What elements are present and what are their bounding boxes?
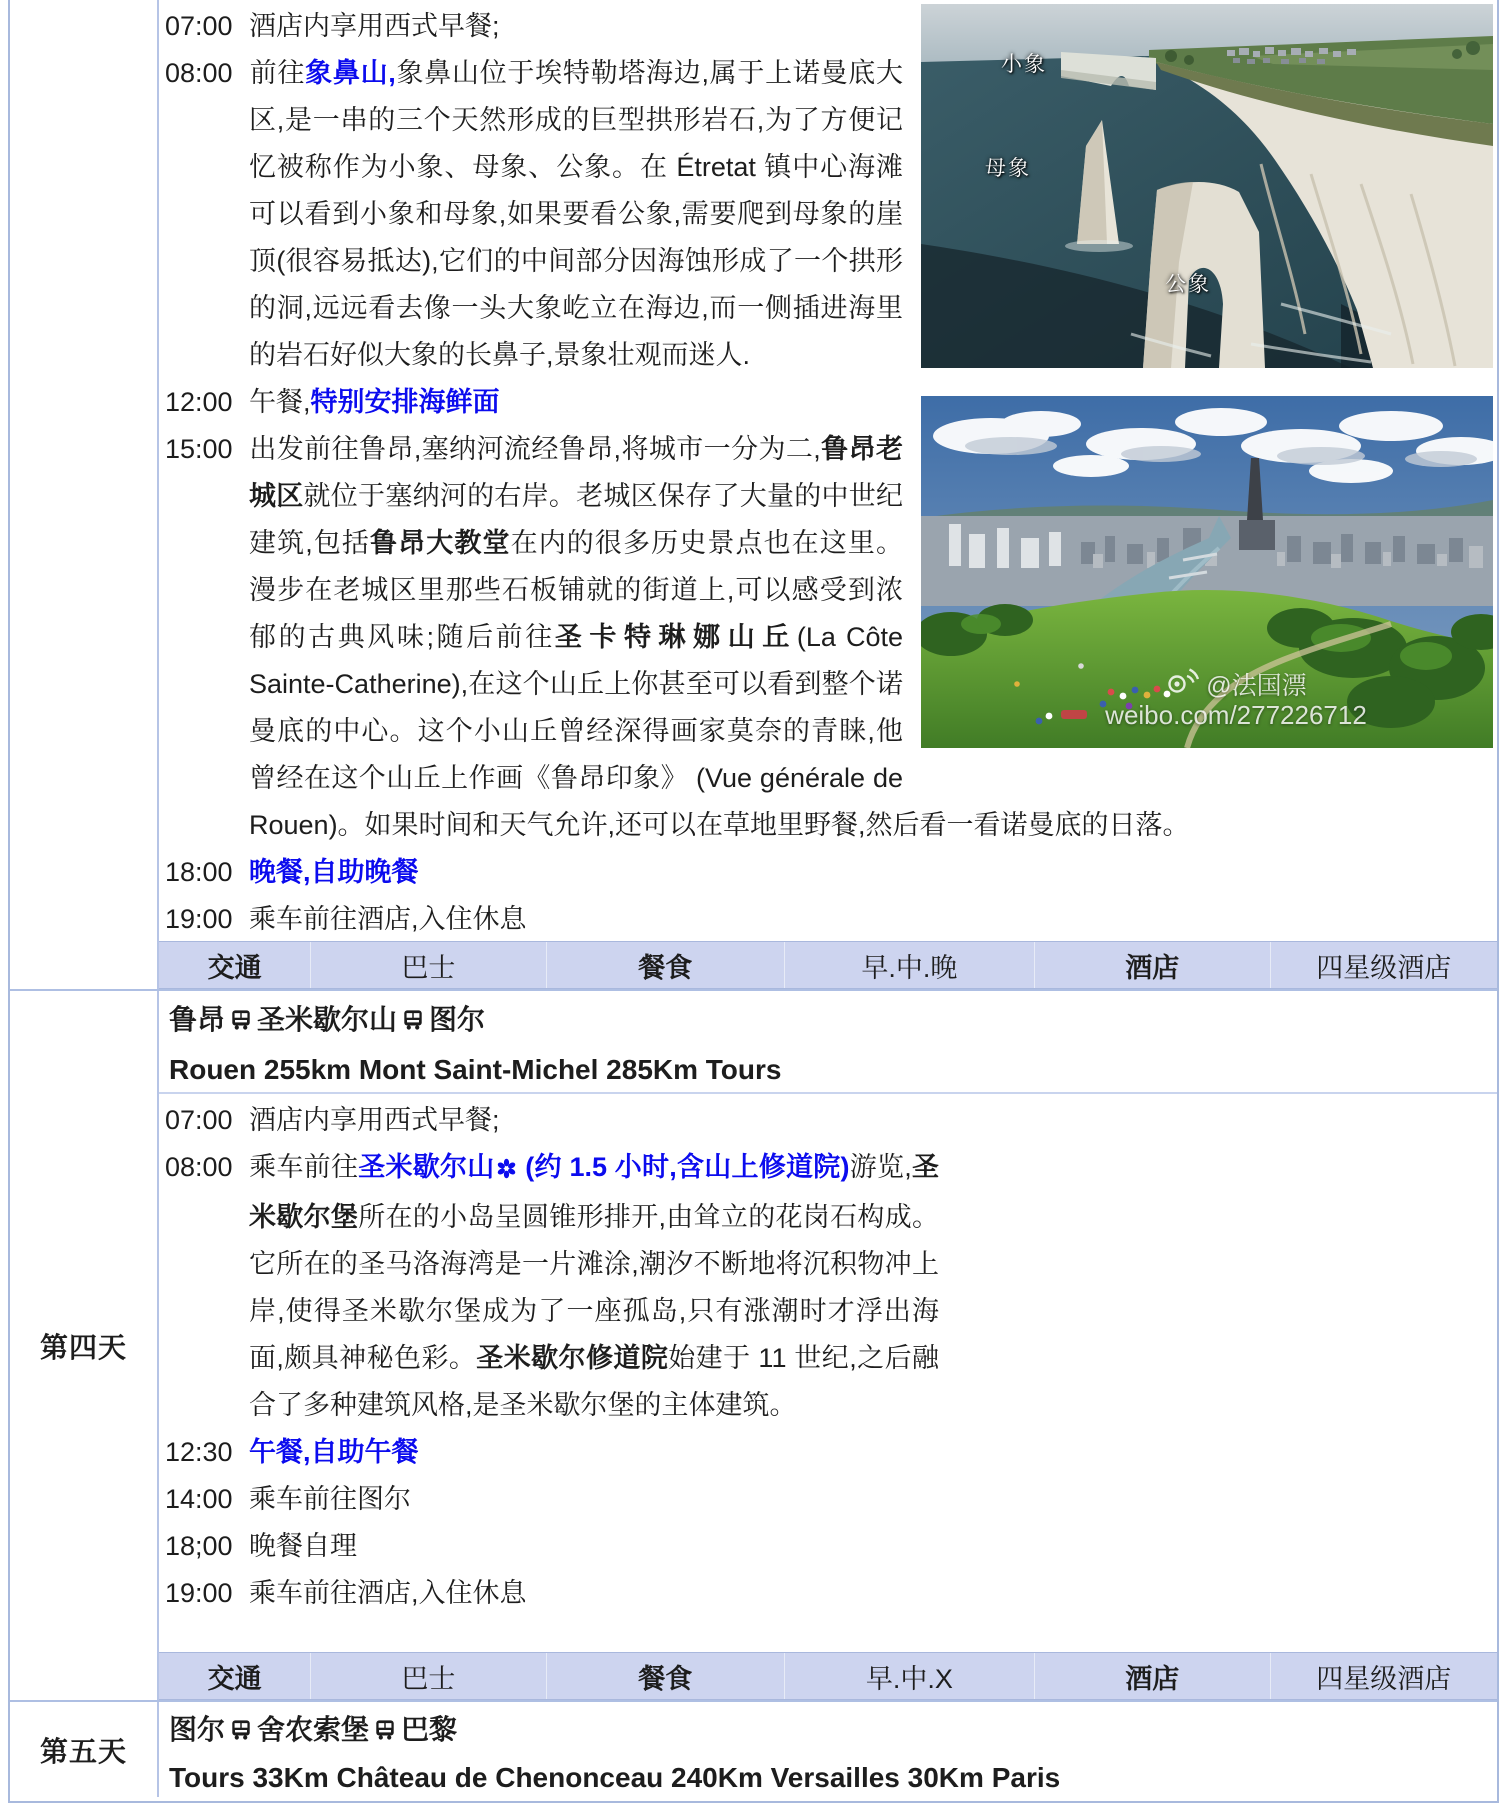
day5-content-cell: [159, 1702, 1497, 1797]
bus-icon: [402, 998, 424, 1046]
text-segment: 在内的很多历史景点也在这里。漫步在老城区里那些石板铺就的街道上,可以感受到浓郁的古典风味;随后前往: [249, 528, 903, 652]
link-text[interactable]: 晚餐,自助晚餐: [249, 857, 419, 887]
day3-label-cell: [10, 0, 159, 989]
time-label: 12:30: [165, 1437, 233, 1467]
itinerary-table: [8, 0, 1499, 1803]
route-stop: 图尔: [429, 1004, 486, 1035]
schedule-item: [165, 1097, 1493, 1144]
photo-label-baby-elephant: 小象: [1001, 53, 1047, 76]
photo-column: [921, 4, 1493, 748]
day4-route-cn: [169, 996, 1497, 1046]
schedule-item: [165, 1570, 1493, 1617]
time-label: 19:00: [165, 904, 233, 934]
text-segment: 午餐,: [249, 387, 311, 417]
link-text[interactable]: (约 1.5 小时,含山上修道院): [517, 1152, 850, 1182]
bus-icon: [374, 1709, 396, 1755]
text-segment: 象鼻山位于埃特勒塔海边,属于上诺曼底大区,是一串的三个天然形成的巨型拱形岩石,为了方便记忆被称作为小象、母象、公象。在 Étretat 镇中心海滩可以看到小象和母象,如果要看公象,需要爬到母象的崖顶(很容易抵达),它们的中间部分因海蚀形成了一个拱形的洞,远远看去像一头大象屹立在海边,而一侧插进海里的岩石好似大象的长鼻子,景象壮观而迷人.: [249, 58, 903, 370]
hotel-label: 酒店: [1034, 1653, 1269, 1699]
transport-label: 交通: [207, 1663, 262, 1694]
text-segment: 游览,: [849, 1152, 912, 1182]
hotel-label: 酒店: [1034, 942, 1269, 988]
text-segment: 圣卡特琳娜山丘: [554, 622, 797, 652]
time-label: 07:00: [165, 11, 233, 41]
schedule-item: [165, 849, 1493, 896]
photo-label-mother-elephant: 母象: [985, 157, 1031, 180]
route-stop: 圣米歇尔山: [257, 1004, 398, 1035]
day4-route-header: [159, 991, 1497, 1094]
watermark-handle: @法国漂: [1206, 672, 1307, 700]
meals-value: 早.中.晚: [784, 942, 1034, 988]
text-segment: 圣米歇尔修道院: [476, 1343, 669, 1373]
text-segment: 晚餐自理: [249, 1531, 357, 1561]
day5-route-header: [159, 1702, 1497, 1801]
text-segment: 圣米歇尔堡: [249, 1152, 939, 1232]
day5-row: [10, 1700, 1497, 1797]
text-segment: 始建于 11 世纪,之后融合了多种建筑风格,是圣米歇尔堡的主体建筑。: [249, 1343, 939, 1420]
day3-info-bar: [159, 941, 1497, 989]
day4-label: 第四天: [39, 1331, 127, 1363]
day4-info-bar: [159, 1652, 1497, 1700]
text-segment: 前往: [249, 58, 306, 88]
meals-value: 早.中.X: [784, 1653, 1034, 1699]
link-text[interactable]: 特别安排海鲜面: [310, 387, 500, 417]
bus-icon: [230, 1709, 252, 1755]
day5-route-cn: [169, 1707, 1497, 1755]
day4-schedule: [159, 1094, 1497, 1652]
day4-row: [10, 989, 1497, 1700]
flower-badge-icon: [496, 1147, 517, 1194]
schedule-item: [165, 1523, 1493, 1570]
day4-route-en: Rouen 255km Mont Saint-Michel 285Km Tours: [169, 1054, 782, 1085]
time-label: 18:00: [165, 857, 233, 887]
day3-content-cell: [159, 0, 1497, 989]
day4-label-cell: [10, 991, 159, 1700]
text-segment: 出发前往鲁昂,塞纳河流经鲁昂,将城市一分为二,: [249, 434, 821, 464]
text-segment: 乘车前往图尔: [249, 1484, 411, 1514]
text-segment: 乘车前往: [249, 1152, 359, 1182]
time-label: 08:00: [165, 58, 233, 88]
time-label: 18;00: [165, 1531, 233, 1561]
etretat-cliffs-photo: [921, 4, 1493, 368]
link-text[interactable]: 午餐,自助午餐: [249, 1437, 419, 1467]
text-segment: 就位于塞纳河的右岸。老城区保存了大量的中世纪建筑,包括: [249, 481, 904, 558]
day5-route-en: Tours 33Km Château de Chenonceau 240Km Versailles 30Km Paris: [169, 1762, 1061, 1793]
weibo-eye-icon: [1165, 666, 1199, 700]
schedule-item: [165, 1429, 1493, 1476]
schedule-item: [165, 1144, 939, 1429]
text-segment: 酒店内享用西式早餐;: [249, 1105, 500, 1135]
time-label: 07:00: [165, 1105, 233, 1135]
meals-label: 餐食: [546, 1653, 784, 1699]
time-label: 08:00: [165, 1152, 233, 1182]
transport-value: 巴士: [310, 1653, 545, 1699]
link-text[interactable]: 象鼻山,: [305, 58, 396, 88]
day4-content-cell: [159, 991, 1497, 1700]
route-stop: 图尔: [169, 1714, 226, 1745]
time-label: 19:00: [165, 1578, 233, 1608]
hotel-value: 四星级酒店: [1270, 942, 1497, 988]
time-label: 14:00: [165, 1484, 233, 1514]
transport-value: 巴士: [310, 942, 545, 988]
time-label: 15:00: [165, 434, 233, 464]
day3-schedule: [159, 0, 1497, 941]
text-segment: 酒店内享用西式早餐;: [249, 11, 500, 41]
text-segment: 鲁昂大教堂: [370, 528, 511, 558]
route-stop: 巴黎: [401, 1714, 458, 1745]
rouen-panorama-photo: [921, 396, 1493, 748]
time-label: 12:00: [165, 387, 233, 417]
day5-label: 第五天: [39, 1735, 127, 1767]
text-segment: 鲁昂老城区: [249, 434, 903, 511]
text-segment: 乘车前往酒店,入住休息: [249, 1578, 527, 1608]
text-segment: (La Côte Sainte-Catherine),在这个山丘上你甚至可以看到整个诺曼底的中心。这个小山丘曾经深得画家莫奈的青睐,他曾经在这个山丘上作画《鲁昂印象》 (Vue générale de Rouen)。如果时间和天气允许,还可以在草地里野餐,然后看一看诺曼底的日落。: [249, 622, 1190, 840]
route-stop: 鲁昂: [169, 1004, 226, 1035]
watermark-url: weibo.com/277226712: [1105, 700, 1367, 730]
schedule-item: [165, 896, 1493, 941]
route-stop: 舍农索堡: [257, 1714, 370, 1745]
schedule-item: [165, 1476, 1493, 1523]
day5-label-cell: [10, 1702, 159, 1797]
text-segment: 所在的小岛呈圆锥形排开,由耸立的花岗石构成。它所在的圣马洛海湾是一片滩涂,潮汐不断地将沉积物冲上岸,使得圣米歇尔堡成为了一座孤岛,只有涨潮时才浮出海面,颇具神秘色彩。: [249, 1202, 939, 1373]
meals-label: 餐食: [546, 942, 784, 988]
day3-row: [10, 0, 1497, 989]
link-text[interactable]: 圣米歇尔山: [358, 1152, 495, 1182]
transport-label: 交通: [207, 952, 262, 983]
bus-icon: [230, 998, 252, 1046]
hotel-value: 四星级酒店: [1270, 1653, 1497, 1699]
photo-label-bull-elephant: 公象: [1165, 273, 1211, 296]
text-segment: 乘车前往酒店,入住休息: [249, 904, 527, 934]
weibo-watermark: [1081, 666, 1391, 730]
